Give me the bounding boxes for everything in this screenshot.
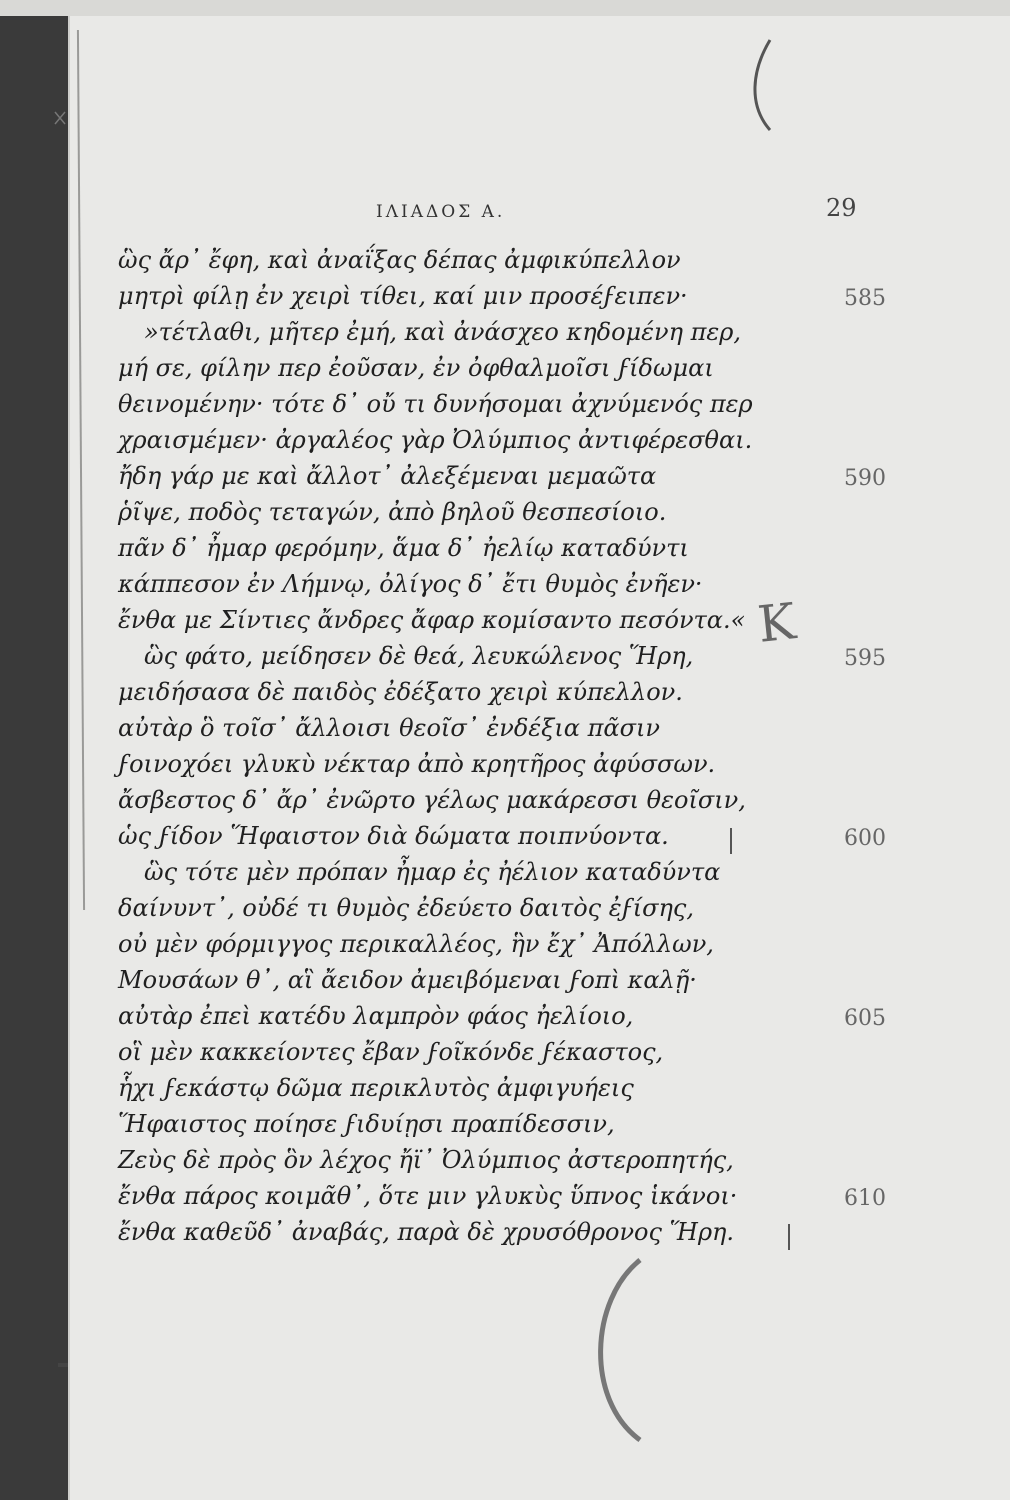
verse-line: ἄσβεστος δ᾽ ἄρ᾽ ἐνῶρτο γέλως μακάρεσσι θεοῖσιν, [118,786,746,814]
line-number: 610 [844,1186,886,1211]
pencil-annotation: K [755,592,799,654]
verse-line: χραισμέμεν· ἀργαλέος γὰρ Ὀλύμπιος ἀντιφέρεσθαι. [118,426,753,454]
line-number: 595 [844,646,886,671]
verse-line: μειδήσασα δὲ παιδὸς ἐδέξατο χειρὶ κύπελλον. [118,678,683,706]
verse-line: οὐ μὲν φόρμιγγος περικαλλέος, ἣν ἔχ᾽ Ἀπόλλων, [118,930,714,958]
verse-line: θεινομένην· τότε δ᾽ οὔ τι δυνήσομαι ἀχνύμενός περ [118,390,753,418]
verse-line: αὐτὰρ ὃ τοῖσ᾽ ἄλλοισι θεοῖσ᾽ ἐνδέξια πᾶσιν [118,714,660,742]
page-number: 29 [826,194,857,222]
verse-line: ῥῖψε, ποδὸς τεταγών, ἀπὸ βηλοῦ θεσπεσίοιο. [118,498,667,526]
verse-line: δαίνυντ᾽, οὐδέ τι θυμὸς ἐδεύετο δαιτὸς ἐϝίσης, [118,894,694,922]
pencil-arc-top [755,40,770,130]
verse-line: ἔνθα πάρος κοιμᾶθ᾽, ὅτε μιν γλυκὺς ὕπνος ἱκάνοι· [118,1182,738,1210]
verse-line: ἧχι ϝεκάστῳ δῶμα περικλυτὸς ἀμφιγυήεις [118,1074,634,1102]
verse-line: κάππεσον ἐν Λήμνῳ, ὀλίγος δ᾽ ἔτι θυμὸς ἐνῆεν· [118,570,703,598]
verse-line: ἤδη γάρ με καὶ ἄλλοτ᾽ ἀλεξέμεναι μεμαῶτα [118,462,657,490]
line-number: 590 [844,466,886,491]
verse-line: ὡς ϝίδον Ἥφαιστον διὰ δώματα ποιπνύοντα. [118,822,669,850]
verse-line: ὣς φάτο, μείδησεν δὲ θεά, λευκώλενος Ἥρη, [144,642,694,670]
line-number: 585 [844,286,886,311]
verse-line: μητρὶ φίλῃ ἐν χειρὶ τίθει, καί μιν προσέϝειπεν· [118,282,688,310]
verse-line: ὣς τότε μὲν πρόπαν ἦμαρ ἐς ἠέλιον καταδύντα [144,858,721,886]
verse-line: οἳ μὲν κακκείοντες ἔβαν ϝοῖκόνδε ϝέκαστος, [118,1038,664,1066]
verse-line: ϝοινοχόει γλυκὺ νέκταρ ἀπὸ κρητῆρος ἀφύσσων. [118,750,716,778]
verse-line: μή σε, φίλην περ ἐοῦσαν, ἐν ὀφθαλμοῖσι ϝίδωμαι [118,354,714,382]
line-number: 605 [844,1006,886,1031]
line-number: 600 [844,826,886,851]
verse-line: »τέτλαθι, μῆτερ ἐμή, καὶ ἀνάσχεο κηδομένη περ, [144,318,741,346]
running-head: ΙΛΙΑΔΟΣ Α. [376,202,506,222]
small-cross-mark [55,112,65,124]
verse-line: πᾶν δ᾽ ἦμαρ φερόμην, ἅμα δ᾽ ἠελίῳ καταδύντι [118,534,689,562]
pencil-arc-bottom [601,1260,640,1440]
verse-line: Ζεὺς δὲ πρὸς ὃν λέχος ἤϊ᾽ Ὀλύμπιος ἀστεροπητής, [118,1146,734,1174]
verse-line: αὐτὰρ ἐπεὶ κατέδυ λαμπρὸν φάος ἠελίοιο, [118,1002,634,1030]
verse-line: ἔνθα καθεῦδ᾽ ἀναβάς, παρὰ δὲ χρυσόθρονος Ἥρη. [118,1218,735,1246]
verse-line: Μουσάων θ᾽, αἳ ἄειδον ἀμειβόμεναι ϝοπὶ καλῇ· [118,966,697,994]
verse-line: Ἥφαιστος ποίησε ϝιδυίῃσι πραπίδεσσιν, [118,1110,615,1138]
verse-line: ὣς ἄρ᾽ ἔφη, καὶ ἀναΐξας δέπας ἀμφικύπελλον [118,246,681,274]
verse-line: ἔνθα με Σίντιες ἄνδρες ἄφαρ κομίσαντο πεσόντα.« [118,606,746,634]
